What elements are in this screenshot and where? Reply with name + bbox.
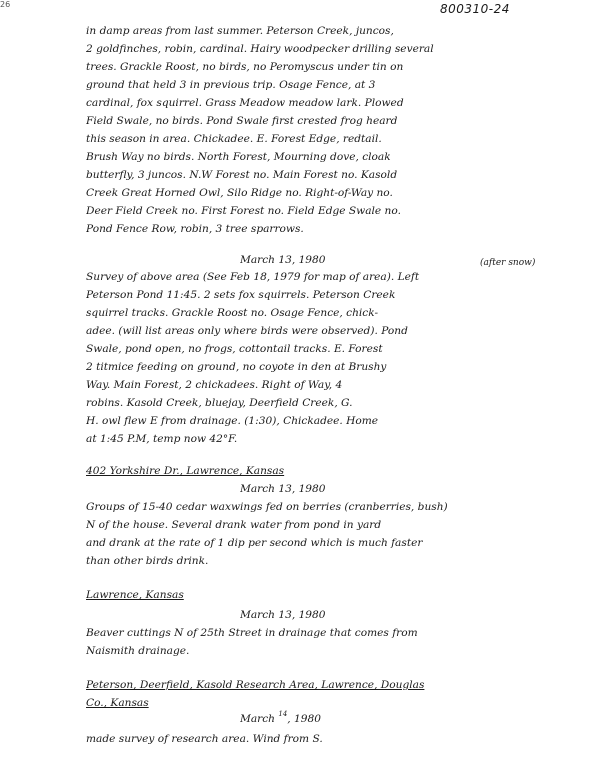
entry2-line: Peterson Pond 11:45. 2 sets fox squirrels. Peterson Creek	[86, 289, 396, 301]
entry2-line: Survey of above area (See Feb 18, 1979 for map of area). Left	[86, 271, 420, 283]
entry1-line: ground that held 3 in previous trip. Osage Fence, at 3	[86, 79, 376, 91]
entry2-line: Way. Main Forest, 2 chickadees. Right of Way, 4	[86, 379, 343, 391]
document-id-stamp: 800310-24	[440, 2, 510, 16]
entry1-line: Pond Fence Row, robin, 3 tree sparrows.	[86, 223, 304, 235]
entry5-date	[240, 710, 440, 729]
entry3-line: and drank at the rate of 1 dip per second which is much faster	[86, 537, 423, 549]
entry2-line: Swale, pond open, no frogs, cottontail tracks. E. Forest	[86, 343, 383, 355]
entry3-heading: 402 Yorkshire Dr., Lawrence, Kansas	[86, 465, 285, 477]
entry3-line: Groups of 15-40 cedar waxwings fed on berries (cranberries, bush)	[86, 501, 448, 513]
entry2-note: (after snow)	[480, 258, 536, 268]
entry5-heading: Peterson, Deerfield, Kasold Research Area, Lawrence, Douglas	[86, 679, 425, 691]
entry2-line: H. owl flew E from drainage. (1:30), Chickadee. Home	[86, 415, 379, 427]
entry1-line: cardinal, fox squirrel. Grass Meadow meadow lark. Plowed	[86, 97, 404, 109]
entry5-heading-cont: Co., Kansas	[86, 697, 149, 709]
entry3-line: than other birds drink.	[86, 555, 209, 567]
entry4-line: Naismith drainage.	[86, 645, 190, 657]
entry1-line: this season in area. Chickadee. E. Forest Edge, redtail.	[86, 133, 382, 145]
entry5-line: made survey of research area. Wind from S.	[86, 733, 323, 745]
entry1-line: 2 goldfinches, robin, cardinal. Hairy woodpecker drilling several	[86, 43, 434, 55]
entry1-line: Field Swale, no birds. Pond Swale first crested frog heard	[86, 115, 398, 127]
corner-mark: 26	[0, 0, 11, 9]
entry5-date-year: , 1980	[287, 713, 321, 725]
entry2-line: 2 titmice feeding on ground, no coyote in den at Brushy	[86, 361, 387, 373]
entry1-line: Deer Field Creek no. First Forest no. Field Edge Swale no.	[86, 205, 401, 217]
entry2-line: adee. (will list areas only where birds were observed). Pond	[86, 325, 408, 337]
entry2-line: robins. Kasold Creek, bluejay, Deerfield Creek, G.	[86, 397, 353, 409]
entry4-date: March 13, 1980	[240, 609, 326, 621]
entry1-line: Creek Great Horned Owl, Silo Ridge no. Right-of-Way no.	[86, 187, 393, 199]
entry4-line: Beaver cuttings N of 25th Street in drainage that comes from	[86, 627, 418, 639]
entry2-line: at 1:45 P.M, temp now 42°F.	[86, 433, 238, 445]
entry5-date-month: March	[240, 713, 275, 725]
entry1-line: butterfly, 3 juncos. N.W Forest no. Main Forest no. Kasold	[86, 169, 398, 181]
entry3-line: N of the house. Several drank water from pond in yard	[86, 519, 382, 531]
entry5-date-day: 14	[278, 710, 288, 718]
entry1-line: Brush Way no birds. North Forest, Mourning dove, cloak	[86, 151, 391, 163]
entry2-date: March 13, 1980	[240, 254, 326, 266]
entry4-heading: Lawrence, Kansas	[86, 589, 184, 601]
entry2-line: squirrel tracks. Grackle Roost no. Osage Fence, chick-	[86, 307, 379, 319]
entry3-date: March 13, 1980	[240, 483, 326, 495]
entry1-line: in damp areas from last summer. Peterson Creek, juncos,	[86, 25, 394, 37]
entry1-line: trees. Grackle Roost, no birds, no Peromyscus under tin on	[86, 61, 404, 73]
